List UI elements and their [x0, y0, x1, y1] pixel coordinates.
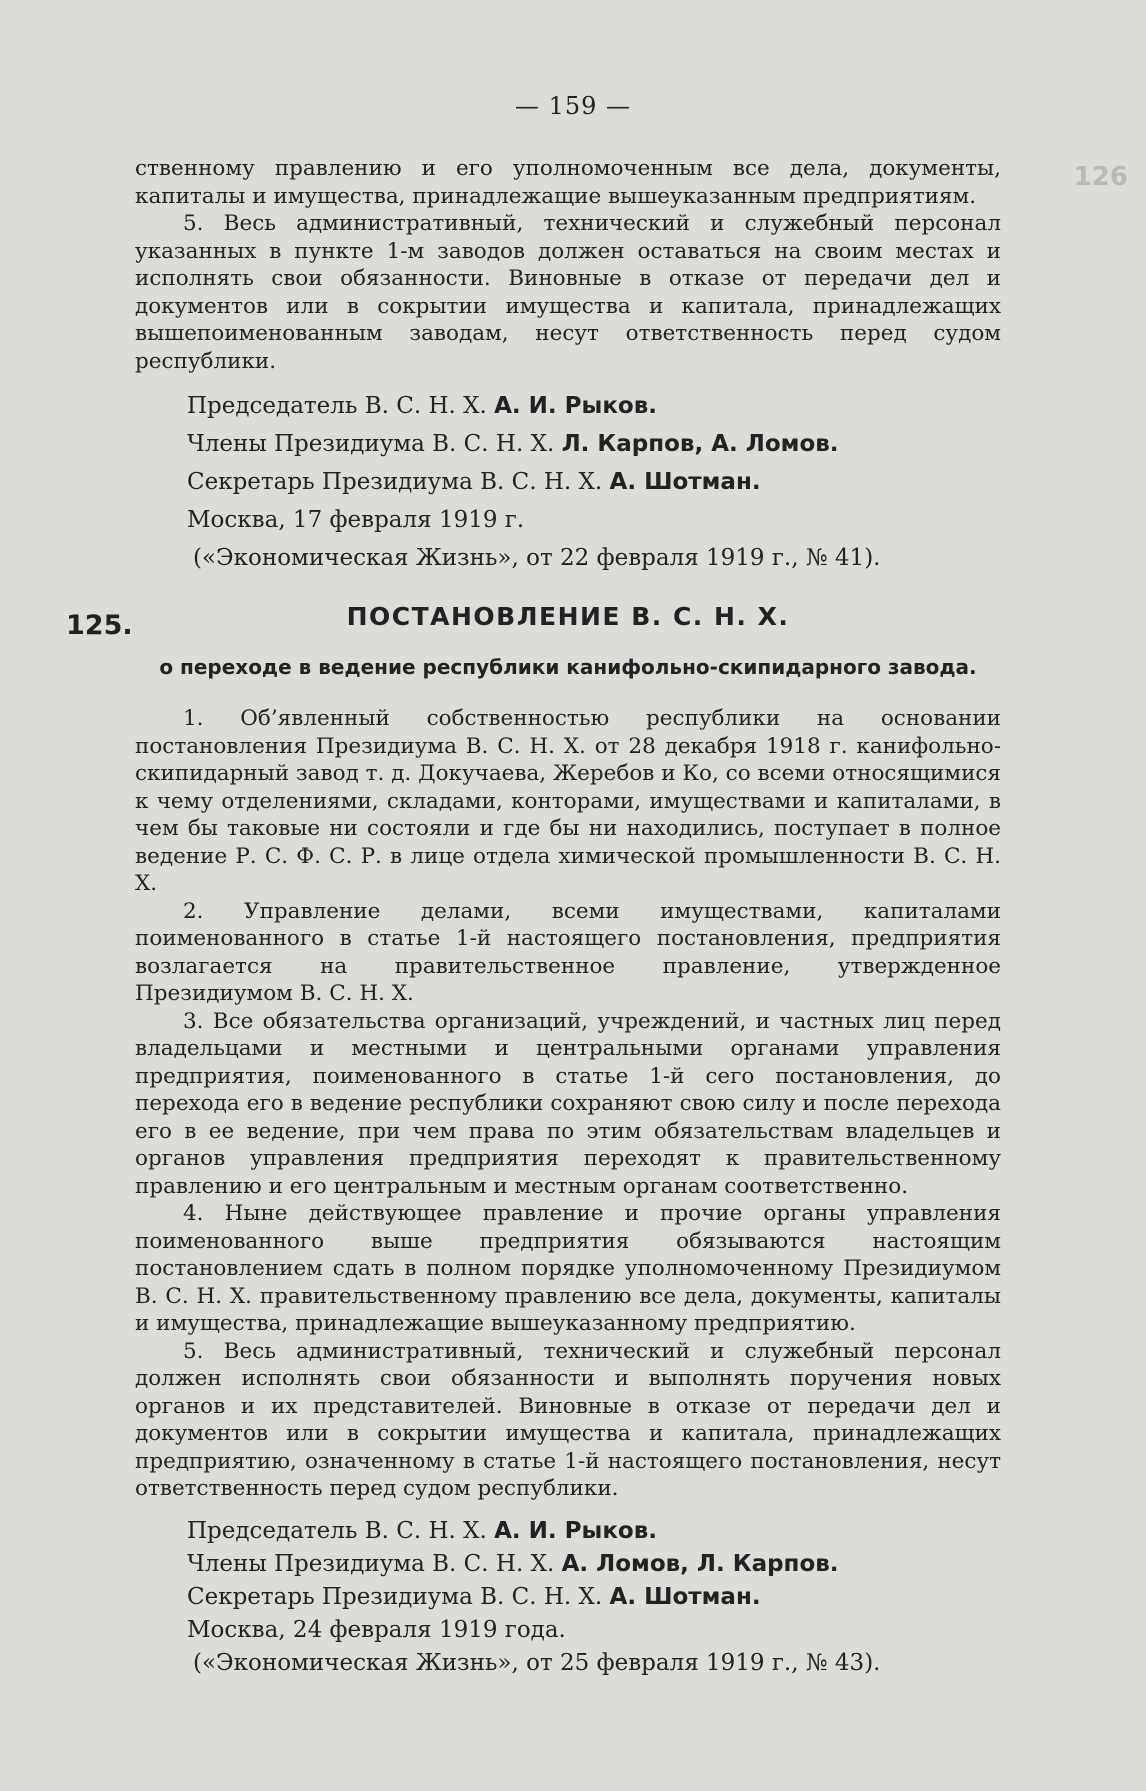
signatory-name: Л. Карпов, А. Ломов. — [561, 431, 839, 457]
signatory-name: А. И. Рыков. — [494, 393, 658, 419]
signature-members: Члены Президиума В. С. Н. Х. А. Ломов, Л. Карпов. — [187, 1550, 839, 1577]
document-title: ПОСТАНОВЛЕНИЕ В. С. Н. Х. — [346, 602, 790, 631]
signature-chairman: Председатель В. С. Н. Х. А. И. Рыков. — [187, 393, 658, 419]
place-date: Москва, 17 февраля 1919 г. — [187, 507, 525, 533]
previous-document-tail — [135, 155, 1001, 577]
continuation-paragraph: ственному правлению и его уполномоченным все дела, документы, капиталы и имущества, принадлежащие вышеуказанным предприятиям. — [135, 156, 1001, 209]
signature-chairman: Председатель В. С. Н. Х. А. И. Рыков. — [187, 1517, 658, 1544]
document-number: 125. — [66, 610, 133, 641]
document-subtitle: о переходе в ведение республики канифольно-скипидарного завода. — [159, 655, 977, 679]
signatory-name: А. Ломов, Л. Карпов. — [561, 1550, 839, 1577]
paragraph-item-4: 4. Ныне действующее правление и прочие органы управления поименованного выше предприятия обязываются настоящим постановлением сдать в полном порядке уполномоченному Президиумом В. С. Н. Х. правительственному правлению все дела, документы, капиталы и имущества, принадлежащие вышеуказанному предприятию. — [135, 1201, 1001, 1336]
paragraph-item-1: 1. Об’явленный собственностью республики на основании постановления Президиума В. С. Н. Х. от 28 декабря 1918 г. канифольно-скипидарный завод т. д. Докучаева, Жеребов и Ко, со всеми относящимися к чему отделениями, складами, конторами, имуществами и капиталами, в чем бы таковые ни состояли и где бы ни находились, поступает в полное ведение Р. С. Ф. С. Р. в лице отдела химической промышленности В. С. Н. Х. — [135, 706, 1001, 896]
signature-secretary: Секретарь Президиума В. С. Н. Х. А. Шотман. — [187, 1583, 761, 1610]
document-body — [135, 705, 1001, 1680]
signatory-name: А. И. Рыков. — [494, 1517, 658, 1544]
source-citation: («Экономическая Жизнь», от 25 февраля 1919 г., № 43). — [193, 1649, 881, 1676]
source-citation: («Экономическая Жизнь», от 22 февраля 1919 г., № 41). — [193, 545, 881, 571]
paragraph-item-5: 5. Весь административный, технический и служебный персонал должен исполнять свои обязанности и выполнять поручения новых органов и их представителей. Виновные в отказе от передачи дел и документов или в сокрытии имущества и капитала, принадлежащих предприятию, означенному в статье 1-й настоящего постановления, несут ответственность перед судом республики. — [135, 1338, 1001, 1501]
paragraph-item-2: 2. Управление делами, всеми имуществами, капиталами поименованного в статье 1-й настоящего постановления, предприятия возлагается на правительственное правление, утвержденное Президиумом В. С. Н. Х. — [135, 898, 1001, 1006]
signature-secretary: Секретарь Президиума В. С. Н. Х. А. Шотман. — [187, 469, 761, 495]
paragraph-item-3: 3. Все обязательства организаций, учреждений, и частных лиц перед владельцами и местными и центральными органами управления предприятия, поименованного в статье 1-й сего постановления, до перехода его в ведение республики сохраняют свою силу и после перехода его в ее ведение, при чем права по этим обязательствам владельцев и органов управления предприятия переходят к правительственному правлению и его центральным и местным органам соответственно. — [135, 1008, 1001, 1199]
place-date: Москва, 24 февраля 1919 года. — [187, 1616, 566, 1643]
paragraph-item-5: 5. Весь административный, технический и служебный персонал указанных в пункте 1-м заводов должен оставаться на своим местах и исполнять свои обязанности. Виновные в отказе от передачи дел и документов или в сокрытии имущества и капитала, принадлежащих вышепоименованным заводам, несут ответственность перед судом республики. — [135, 211, 1001, 374]
margin-bleedthrough-number: 126 — [1073, 162, 1128, 192]
signatory-name: А. Шотман. — [609, 469, 761, 495]
signatory-name: А. Шотман. — [609, 1583, 761, 1610]
page-number: — 159 — — [514, 92, 632, 120]
signature-members: Члены Президиума В. С. Н. Х. Л. Карпов, А. Ломов. — [187, 431, 839, 457]
